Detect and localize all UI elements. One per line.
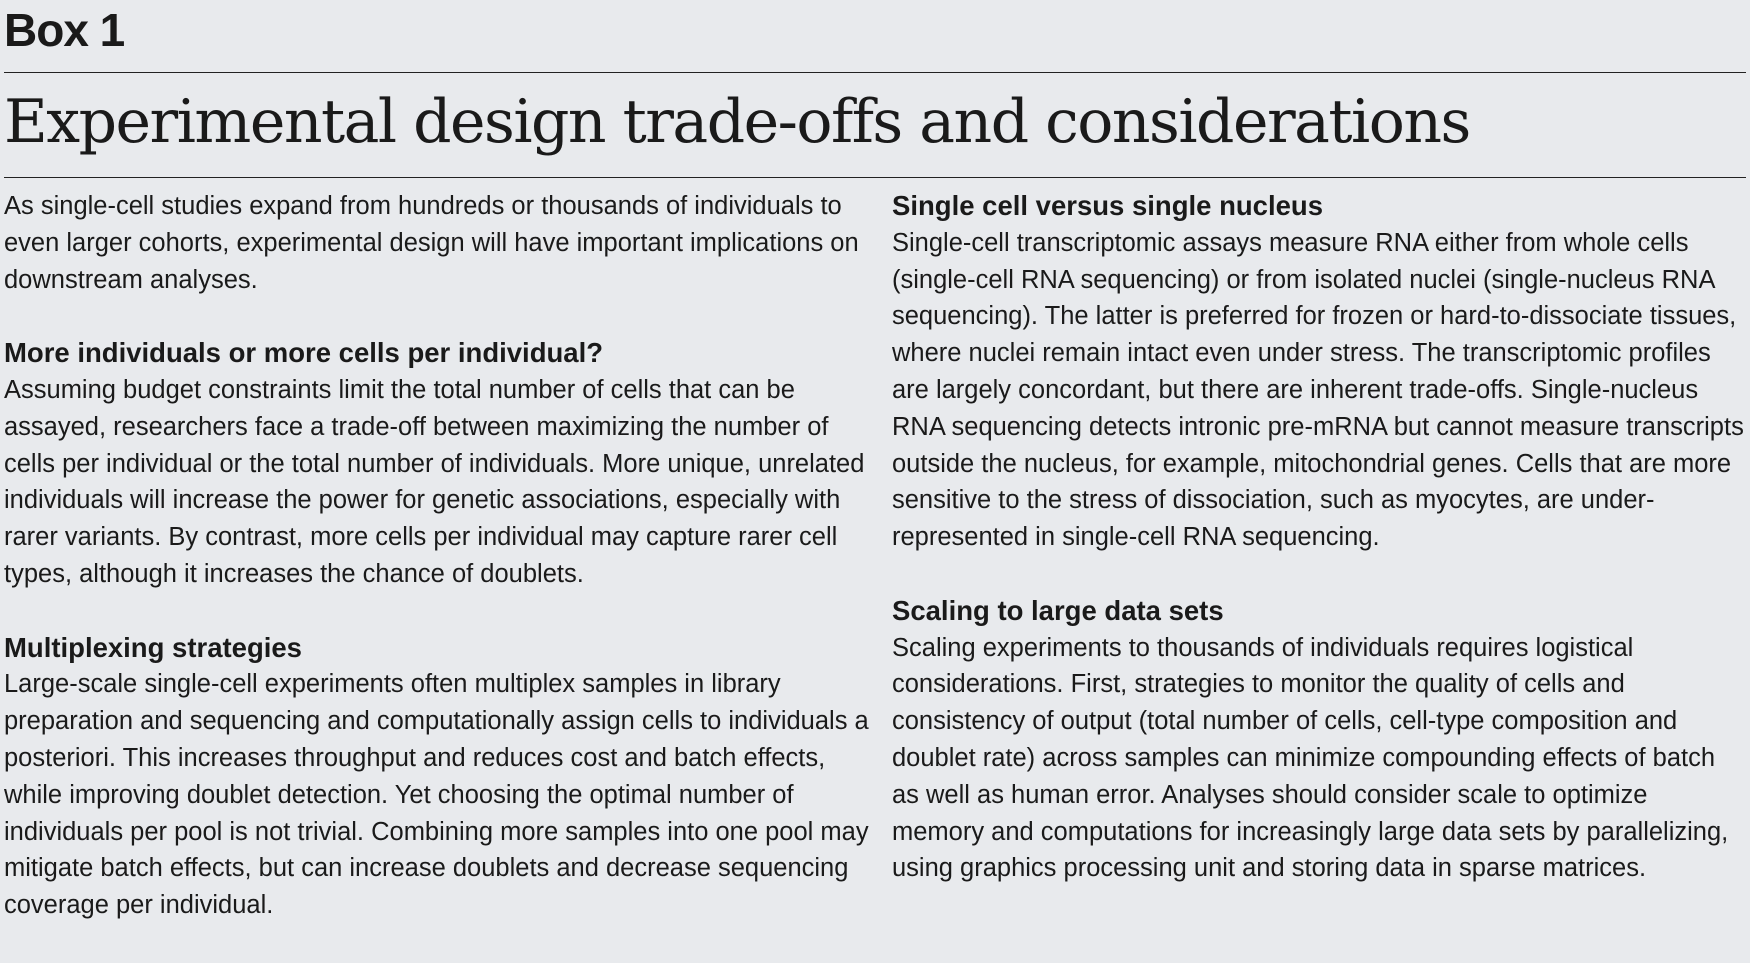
section-individuals-vs-cells (4, 335, 874, 593)
section-heading: More individuals or more cells per individual? (4, 337, 604, 369)
section-scaling (892, 593, 1744, 887)
intro-paragraph: As single-cell studies expand from hundreds or thousands of individuals to even larger cohorts, experimental design will have important implications on downstream analyses. (4, 192, 859, 294)
section-heading: Single cell versus single nucleus (892, 190, 1324, 221)
right-column (892, 188, 1744, 924)
title-divider (4, 177, 1746, 178)
section-body: Large-scale single-cell experiments often multiplex samples in library preparation and sequencing and computationally assign cells to individuals a posteriori. This increases throughput and reduces cost and batch effects, while improving doublet detection. Yet choosing the optimal number of individuals per pool is not trivial. Combining more samples into one pool may mitigate batch effects, but can increase doublets and decrease sequencing coverage per individual. (4, 670, 869, 920)
section-heading: Multiplexing strategies (4, 631, 302, 663)
section-body: Assuming budget constraints limit the total number of cells that can be assayed, researchers face a trade-off between maximizing the number of cells per individual or the total number of individuals. More unique, unrelated individuals will increase the power for genetic associations, especially with rarer variants. By contrast, more cells per individual may capture rarer cell types, although it increases the chance of doublets. (4, 375, 865, 588)
section-multiplexing (4, 630, 874, 924)
left-column (4, 188, 874, 961)
section-body: Single-cell transcriptomic assays measure RNA either from whole cells (single-cell RNA sequencing) or from isolated nuclei (single-nucleus RNA sequencing). The latter is preferred for frozen or hard-to-dissociate tissues, where nuclei remain intact even under stress. The transcriptomic profiles are largely concordant, but there are inherent trade-offs. Single-nucleus RNA sequencing detects intronic pre-mRNA but cannot measure transcripts outside the nucleus, for example, mitochondrial genes. Cells that are more sensitive to the stress of dissociation, such as myocytes, are under-represented in single-cell RNA sequencing. (892, 228, 1744, 552)
section-heading: Scaling to large data sets (892, 594, 1224, 626)
section-body: Scaling experiments to thousands of individuals requires logistical considerations. First, strategies to monitor the quality of cells and consistency of output (total number of cells, cell-type composition and doublet rate) across samples can minimize compounding effects of batch as well as human error. Analyses should consider scale to optimize memory and computations for increasingly large data sets by parallelizing, using graphics processing unit and storing data in sparse matrices. (892, 633, 1729, 883)
box-label: Box 1 (4, 4, 125, 56)
box-title: Experimental design trade-offs and considerations (4, 87, 1470, 157)
top-divider (4, 72, 1746, 73)
section-cell-vs-nucleus (892, 188, 1744, 556)
